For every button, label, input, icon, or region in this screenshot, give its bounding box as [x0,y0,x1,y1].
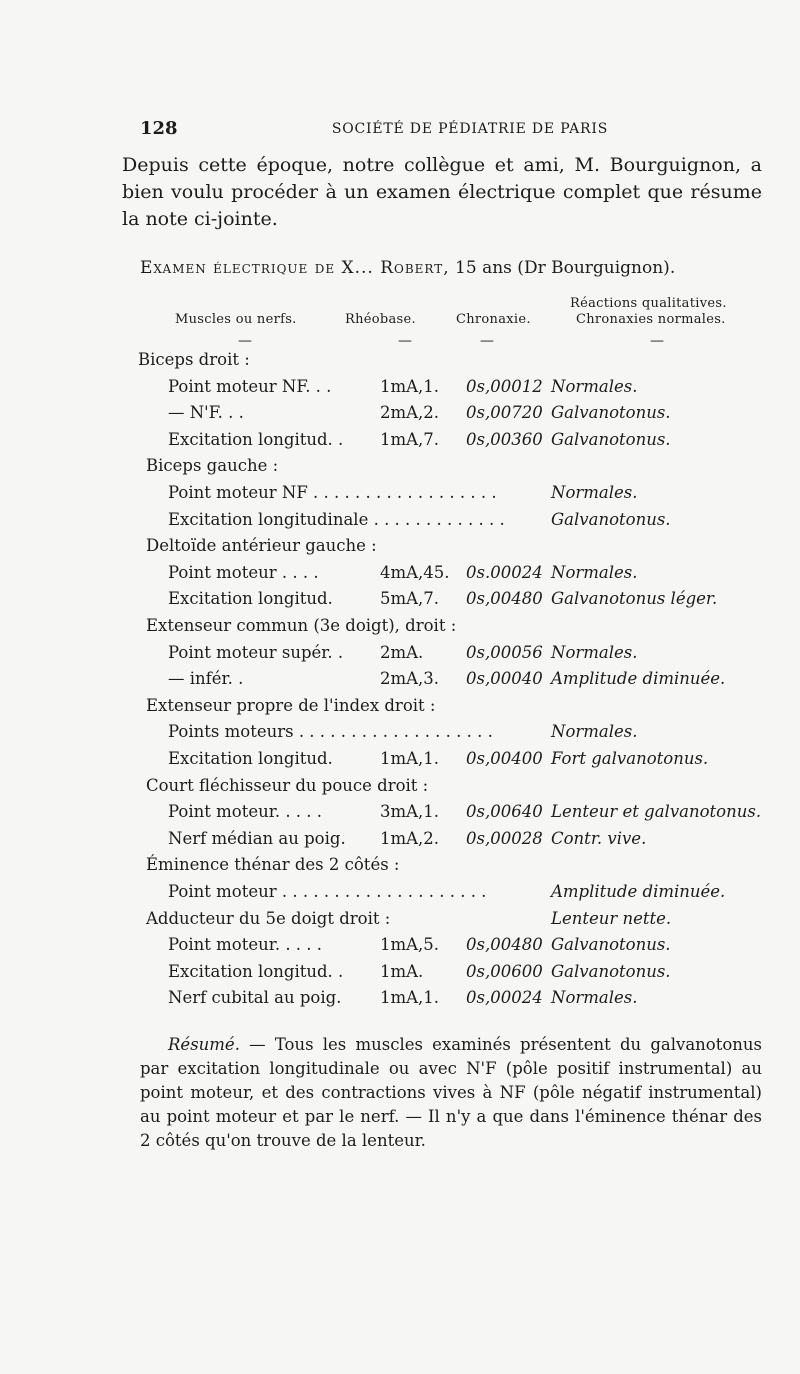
row-label: Point moteur NF. . . [168,376,332,396]
table-row [0,855,800,882]
row-label: Court fléchisseur du pouce droit : [146,775,429,795]
table-row [0,536,800,563]
reaction-value: Normales. [551,562,638,582]
row-label: Adducteur du 5e doigt droit : [146,908,391,928]
exam-title-prefix: Examen électrique de X... Robert, [140,258,450,278]
row-label: Excitation longitud. [168,589,333,609]
rheobase-value: 1mA,5. [380,935,440,955]
table-row [0,510,800,537]
reaction-value: Amplitude diminuée. [551,882,726,901]
reaction-value: Normales. [551,376,638,396]
column-header-reactions: Réactions qualitatives. [570,296,727,311]
row-label: Excitation longitud. [168,749,333,768]
column-dash: — [480,333,494,349]
exam-title [140,258,780,278]
row-label: Nerf cubital au poig. [168,988,342,1008]
row-label: Point moteur supér. . [168,642,344,662]
table-row [0,935,800,962]
summary-text: — Tous les muscles examinés présentent du galvanotonus par excitation longitudinale ou avec N'F (pôle positif instrumental) au point moteur, et des contractions vives à NF (pôle négatif instrumental) au point moteur et par le nerf. — Il n'y a que dans l'éminence thénar des 2 côtés qu'on trouve de la lenteur. [140,1035,762,1150]
table-row [0,802,800,829]
table-row [0,962,800,989]
row-label: Excitation longitud. . [168,429,344,449]
summary-paragraph [140,1033,762,1153]
row-label: Biceps droit : [138,350,250,369]
table-row [0,669,800,696]
table-row [0,483,800,510]
running-head: SOCIÉTÉ DE PÉDIATRIE DE PARIS [331,121,609,137]
table-row [0,456,800,483]
rheobase-value: 1mA,1. [380,988,440,1008]
chronaxie-value: 0s,00024 [466,988,543,1008]
reaction-value: Galvanotonus. [551,961,671,981]
table-row [0,377,800,404]
row-label: Points moteurs . . . . . . . . . . . . . . . . . . . [168,722,493,742]
table-row [0,776,800,803]
reaction-value: Galvanotonus. [551,429,671,449]
table-row [0,350,800,377]
summary-lead: Résumé. [168,1035,240,1054]
rheobase-value: 4mA,45. [380,562,450,582]
row-label: Nerf médian au poig. [168,828,346,848]
chronaxie-value: 0s,00480 [466,935,543,955]
column-header-chronaxies-normales: Chronaxies normales. [576,312,726,327]
chronaxie-value: 0s,00640 [466,802,543,822]
row-label: — N'F. . . [168,403,244,423]
row-label: Extenseur commun (3e doigt), droit : [146,616,457,635]
column-header-muscles: Muscles ou nerfs. [175,312,297,327]
row-label: Excitation longitud. . [168,961,344,981]
reaction-value: Contr. vive. [551,828,647,848]
rheobase-value: 1mA,1. [380,376,440,396]
reaction-value: Normales. [551,988,638,1008]
rheobase-value: 1mA,1. [380,749,440,768]
row-label: Point moteur. . . . . [168,802,323,822]
chronaxie-value: 0s.00024 [466,562,543,582]
reaction-value: Galvanotonus. [551,509,671,529]
chronaxie-value: 0s,00720 [466,403,543,423]
table-row [0,882,800,909]
chronaxie-value: 0s,00360 [466,429,543,449]
table-row [0,616,800,643]
row-label: Point moteur. . . . . [168,935,323,955]
reaction-value: Lenteur et galvanotonus. [551,802,762,822]
reaction-value: Amplitude diminuée. [551,669,726,689]
reaction-value: Lenteur nette. [551,908,672,928]
column-dash: — [238,333,252,349]
row-label: Excitation longitudinale . . . . . . . . . . . . . [168,509,505,529]
reaction-value: Normales. [551,483,638,502]
rheobase-value: 2mA. [380,642,424,662]
column-header-chronaxie: Chronaxie. [456,312,531,327]
intro-paragraph: Depuis cette époque, notre collègue et ami, M. Bourguignon, a bien voulu procéder à un examen électrique complet que résume la note ci-jointe. [122,154,762,230]
rheobase-value: 5mA,7. [380,589,440,609]
page-header [140,118,760,142]
column-dash: — [398,333,412,349]
table-row [0,829,800,856]
reaction-value: Normales. [551,722,638,742]
reaction-value: Galvanotonus léger. [551,589,718,609]
table-row [0,403,800,430]
chronaxie-value: 0s,00480 [466,589,543,609]
reaction-value: Normales. [551,642,638,662]
rheobase-value: 1mA. [380,961,424,981]
chronaxie-value: 0s,00012 [466,376,543,396]
row-label: — infér. . [168,669,244,689]
table-row [0,696,800,723]
table-row [0,589,800,616]
rheobase-value: 2mA,2. [380,403,440,423]
rheobase-value: 1mA,7. [380,429,440,449]
page-number: 128 [140,118,178,139]
reaction-value: Fort galvanotonus. [551,749,709,768]
table-row [0,643,800,670]
chronaxie-value: 0s,00056 [466,642,543,662]
chronaxie-value: 0s,00600 [466,961,543,981]
rheobase-value: 3mA,1. [380,802,440,822]
row-label: Point moteur . . . . . . . . . . . . . . . . . . . . [168,882,487,901]
column-header-rheobase: Rhéobase. [345,312,416,327]
table-row [0,563,800,590]
row-label: Éminence thénar des 2 côtés : [146,855,400,875]
row-label: Biceps gauche : [146,456,279,476]
reaction-value: Galvanotonus. [551,403,671,423]
chronaxie-value: 0s,00028 [466,828,543,848]
table-row [0,749,800,776]
rheobase-value: 1mA,2. [380,828,440,848]
reaction-value: Galvanotonus. [551,935,671,955]
exam-title-rest: 15 ans (Dr Bourguignon). [449,258,676,278]
table-row [0,909,800,936]
rheobase-value: 2mA,3. [380,669,440,689]
column-dash: — [650,333,664,349]
table-row [0,430,800,457]
table-row [0,722,800,749]
chronaxie-value: 0s,00400 [466,749,543,768]
table-row [0,988,800,1015]
row-label: Deltoïde antérieur gauche : [146,536,377,556]
row-label: Extenseur propre de l'index droit : [146,695,436,715]
row-label: Point moteur NF . . . . . . . . . . . . . . . . . . [168,483,497,502]
row-label: Point moteur . . . . [168,562,319,582]
chronaxie-value: 0s,00040 [466,669,543,689]
